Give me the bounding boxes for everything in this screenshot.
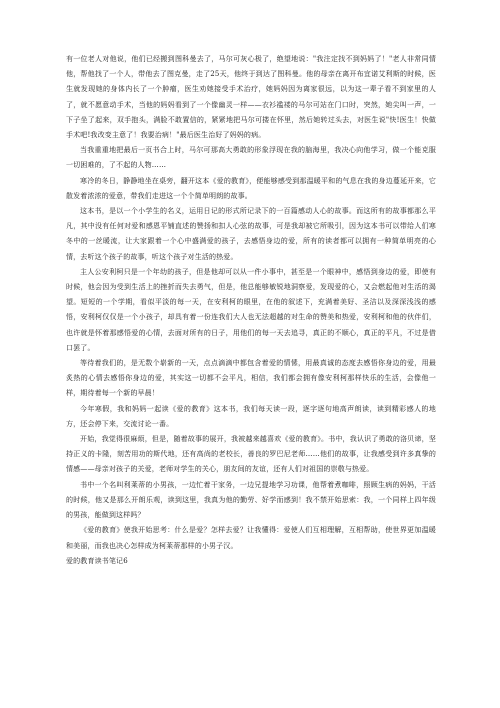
- paragraph-8: 开始，我觉得很麻烦，但是，随着故事的展开，我被越来越喜欢《爱的教育》。书中，我认识了勇敢的洛贝谛，坚持正义的卡隆，刻苦用功的斯代地，还有高尚的老校长，善良的罗巴尼老师……他们的故事，让我感受到许多真挚的情感——母亲对孩子的关爱，老师对学生的关心，朋友间的友谊，还有人们对祖国的崇敬与热爱。: [66, 435, 436, 474]
- document-body: [66, 52, 436, 569]
- section-heading: 爱的教育读书笔记6: [66, 556, 128, 565]
- paragraph-1: 有一位老人对他说，他们已经搬到图科曼去了，马尔可灰心极了，绝望地说："我注定找不到妈妈了！"老人非常同情他，帮他找了一个人，带他去了图克曼，走了25天，他终于到达了图科曼。他的母亲在离开布宜诺艾利斯的时候，医生就发现她的身体内长了一个肿瘤，医生劝她接受手术治疗，她妈妈因为离家很远，以为这一辈子看不到家里的人了，就不愿意动手术，当他的妈妈看到了一个像幽灵一样——衣衫褴褛的马尔可站在门口时，突然，她尖叫一声，一下子坐了起来，双手抱头，满脸不敢置信的，紧紧地把马尔可搂在怀里，然后她转过头去，对医生说"快!医生！快做手术吧!我改变主意了！我要治病！"最后医生治好了妈妈的病。: [66, 55, 436, 140]
- paragraph-5: 主人公安利柯只是一个年幼的孩子，但是他却可以从一件小事中，甚至是一个眼神中，感悟到身边的爱，即使有时候，他会因为受到生活上的挫折而失去勇气，但是，他总能够敏锐地洞察爱，发现爱的心，又会燃起他对生活的渴望。短短的一个学期，看似平淡的每一天，在安利柯的眼里，在他的叙述下，充满着美好、圣洁以及深深浅浅的感悟，安利柯仅仅是一个小孩子，却具有着一份连我们大人也无法超越的对生命的赞美和热爱，安利柯和他的伙伴们，也许就是怀着那感悟爱的心情，去面对所有的日子，用他们的每一天去追寻，真正的不顺心，真正的平凡，不过是借口罢了。: [66, 267, 436, 352]
- paragraph-7: 今年寒假，我和妈妈一起读《爱的教育》这本书，我们每天读一段，逐字逐句地高声朗读，读到精彩感人的地方，还会停下来，交流讨论一番。: [66, 404, 436, 428]
- paragraph-2: 当我重重地把最后一页书合上时，马尔可那高大勇敢的形象浮现在我的脑海里，我决心向他学习，做一个能克服一切困难的，了不起的人物……: [66, 146, 436, 170]
- paragraph-3: 寒冷的冬日，静静地坐在桌旁，翻开这本《爱的教育》，便能够感受到那温暖平和的气息在我的身边蔓延开来，它散发着浓浓的爱意，带我们走进这一个个简单明朗的故事。: [66, 176, 436, 200]
- paragraph-6: 等待着我们的，是无数个崭新的一天，点点滴滴中都包含着爱的情愫，用最真诚的态度去感悟你身边的爱，用最炙热的心情去感悟你身边的爱，其实这一切都不会平凡，相信，我们都会拥有像安利柯那样快乐的生活，会像他一样，期待着每一个新的早晨！: [66, 359, 436, 398]
- paragraph-9: 书中一个名叫利莱蒂的小男孩，一边忙着干家务，一边兄提地学习功课，他帮着煮咖啡，照顾生病的妈妈，干活的时候，他又是那么开朗乐观，读到这里，我真为他的勤劳、好学而感到！我不禁开始思索：我，一个同样上四年级的男孩，能做到这样吗？: [66, 480, 436, 520]
- paragraph-4: 这本书，是以一个小学生的名义，运用日记的形式所记录下的一百篇感动人心的故事。而这所有的故事都那么平凡，其中没有任何对爱和感恩平铺直述的赞扬和扣人心弦的故事，可是我却被它所吸引，因为这本书可以带给人们寒冬中的一丝暖流，让大家跟着一个心中盛满爱的孩子，去感悟身边的爱，所有的读者都可以拥有一种简单明亮的心情，去听这个孩子的故事，听这个孩子对生活的热爱。: [66, 207, 436, 261]
- paragraph-10: 《爱的教育》使我开始思考：什么是爱？怎样去爱？让我懂得：爱使人们互相理解，互相帮助，使世界更加温暖和美丽，而我也决心怎样成为柯莱蒂那样的小男子汉。: [66, 526, 436, 550]
